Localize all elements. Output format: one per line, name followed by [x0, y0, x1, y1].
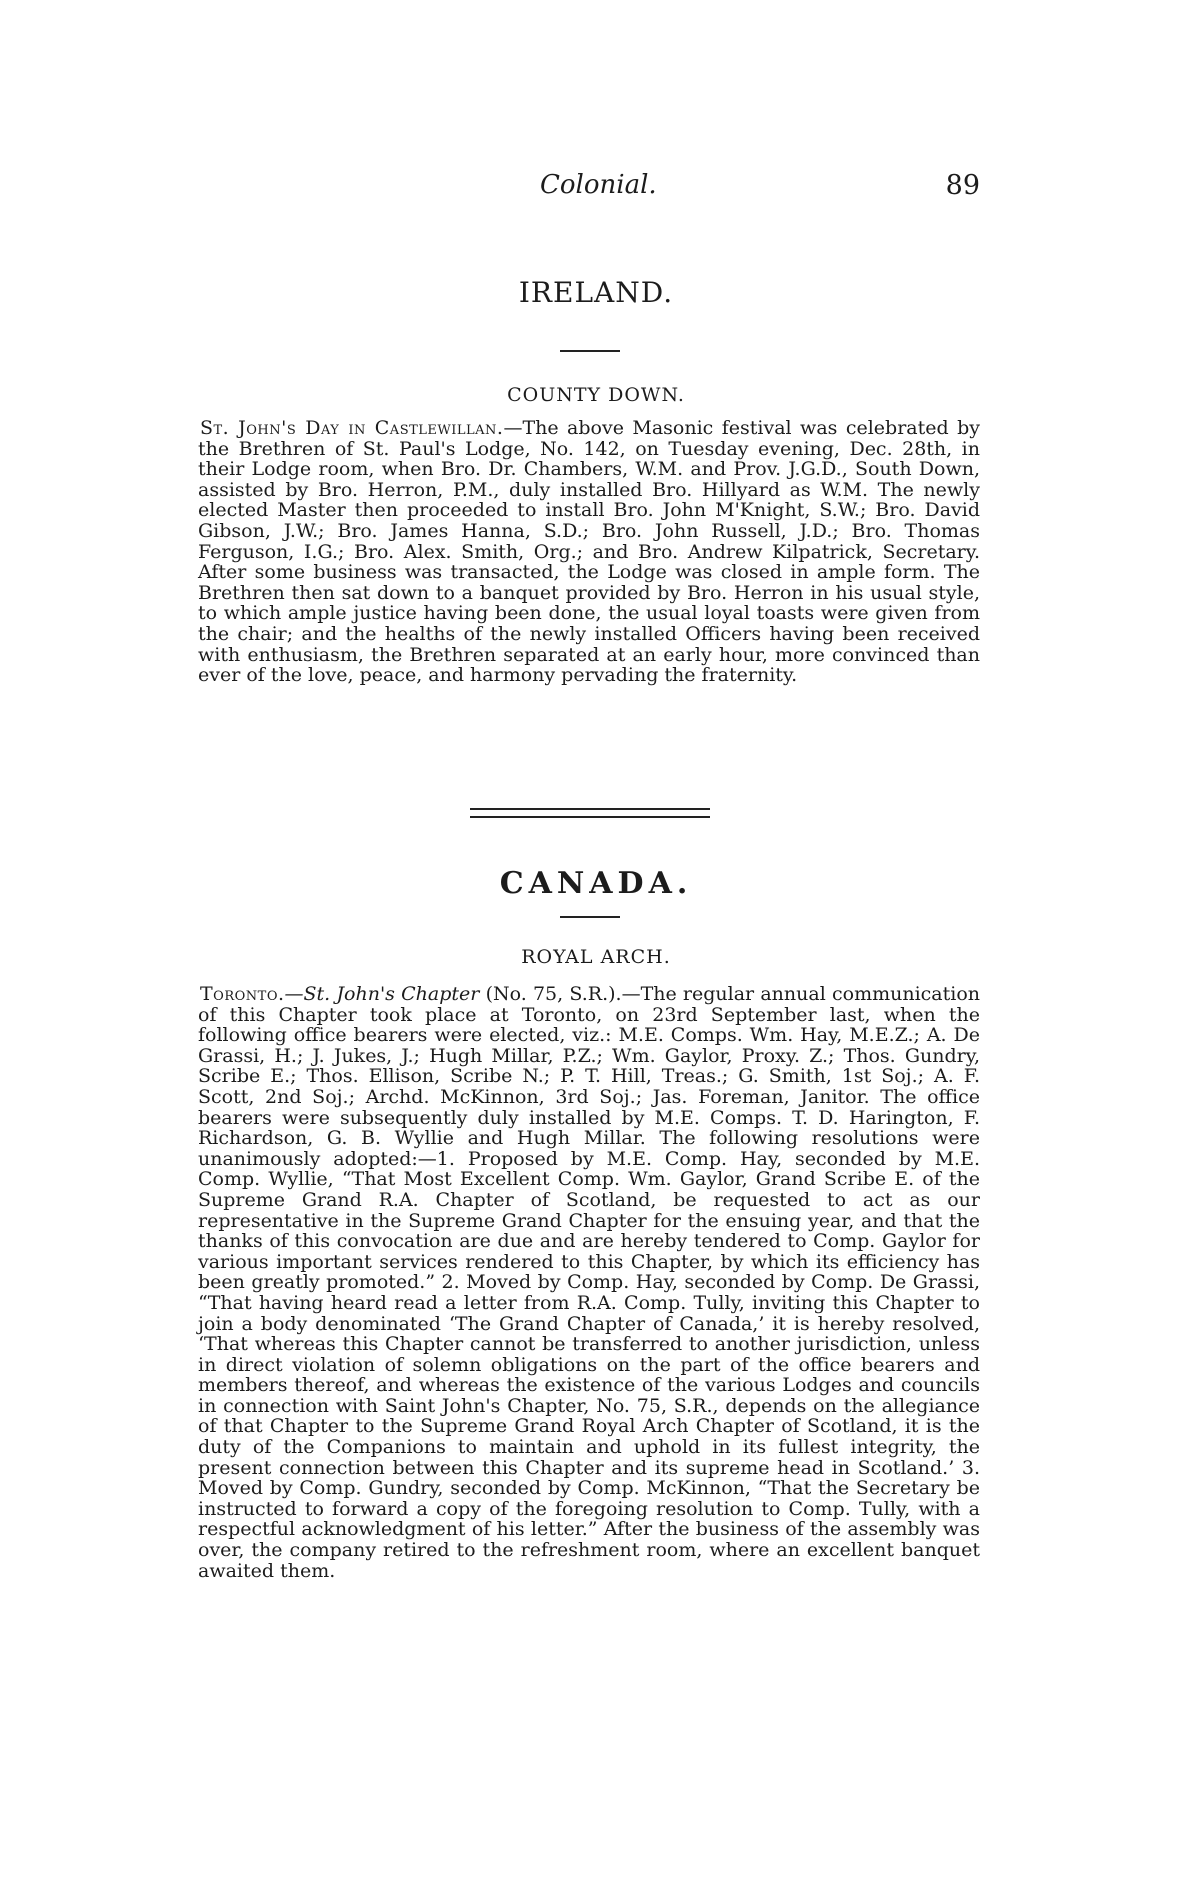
- article-ireland: [198, 418, 980, 686]
- subhead-county-down: COUNTY DOWN.: [507, 384, 685, 406]
- article-canada: [198, 984, 980, 1581]
- section-rule: [560, 350, 620, 352]
- subhead-royal-arch: ROYAL ARCH.: [521, 946, 671, 968]
- article-body: —The above Masonic festival was celebrated by the Brethren of St. Paul's Lodge, No. 142, on Tuesday evening, Dec. 28th, in their Lodge room, when Bro. Dr. Chambers, W.M. and Prov. J.G.D., South Down, assisted by Bro. Herron, P.M., duly installed Bro. Hillyard as W.M. The newly elected Master then proceeded to install Bro. John M'Knight, S.W.; Bro. David Gibson, J.W.; Bro. James Hanna, S.D.; Bro. John Russell, J.D.; Bro. Thomas Ferguson, I.G.; Bro. Alex. Smith, Org.; and Bro. Andrew Kilpatrick, Secretary. After some business was transacted, the Lodge was closed in ample form. The Brethren then sat down to a banquet provided by Bro. Herron in his usual style, to which ample justice having been done, the usual loyal toasts were given from the chair; and the healths of the newly installed Officers having been received with enthusiasm, the Brethren separated at an early hour, more convinced than ever of the love, peace, and harmony pervading the fraternity.: [198, 417, 980, 687]
- section-rule: [560, 916, 620, 918]
- article-lead: Toronto.: [200, 983, 285, 1005]
- article-lead-italic: —St. John's Chapter: [284, 983, 480, 1005]
- running-head-title: Colonial.: [540, 170, 657, 200]
- article-body: (No. 75, S.R.).—The regular annual communication of this Chapter took place at Toronto, on 23rd September last, when the following office bearers were elected, viz.: M.E. Comps. Wm. Hay, M.E.Z.; A. De Grassi, H.; J. Jukes, J.; Hugh Millar, P.Z.; Wm. Gaylor, Proxy. Z.; Thos. Gundry, Scribe E.; Thos. Ellison, Scribe N.; P. T. Hill, Treas.; G. Smith, 1st Soj.; A. F. Scott, 2nd Soj.; Archd. McKinnon, 3rd Soj.; Jas. Foreman, Janitor. The office bearers were subsequently duly installed by M.E. Comps. T. D. Harington, F. Richardson, G. B. Wyllie and Hugh Millar. The following resolutions were unanimously adopted:—1. Proposed by M.E. Comp. Hay, seconded by M.E. Comp. Wyllie, “That Most Excellent Comp. Wm. Gaylor, Grand Scribe E. of the Supreme Grand R.A. Chapter of Scotland, be requested to act as our representative in the Supreme Grand Chapter for the ensuing year, and that the thanks of this convocation are due and are hereby tendered to Comp. Gaylor for various important services rendered to this Chapter, by which its efficiency has been greatly promoted.” 2. Moved by Comp. Hay, seconded by Comp. De Grassi, “That having heard read a letter from R.A. Comp. Tully, inviting this Chapter to join a body denominated ‘The Grand Chapter of Canada,’ it is hereby resolved, ‘That whereas this Chapter cannot be transferred to another jurisdiction, unless in direct violation of solemn obligations on the part of the office bearers and members thereof, and whereas the existence of the various Lodges and councils in connection with Saint John's Chapter, No. 75, S.R., depends on the allegiance of that Chapter to the Supreme Grand Royal Arch Chapter of Scotland, it is the duty of the Companions to maintain and uphold in its fullest integrity, the present connection between this Chapter and its supreme head in Scotland.’ 3. Moved by Comp. Gundry, seconded by Comp. McKinnon, “That the Secretary be instructed to forward a copy of the foregoing resolution to Comp. Tully, with a respectful acknowledgment of his letter.” After the business of the assembly was over, the company retired to the refreshment room, where an excellent banquet awaited them.: [198, 983, 981, 1582]
- running-head: [540, 170, 980, 210]
- section-title-canada: CANADA.: [499, 866, 693, 901]
- page-number: 89: [945, 170, 980, 201]
- article-lead: St. John's Day in Castlewillan.: [200, 417, 504, 439]
- section-divider: [470, 808, 710, 818]
- section-title-ireland: IRELAND.: [518, 276, 674, 309]
